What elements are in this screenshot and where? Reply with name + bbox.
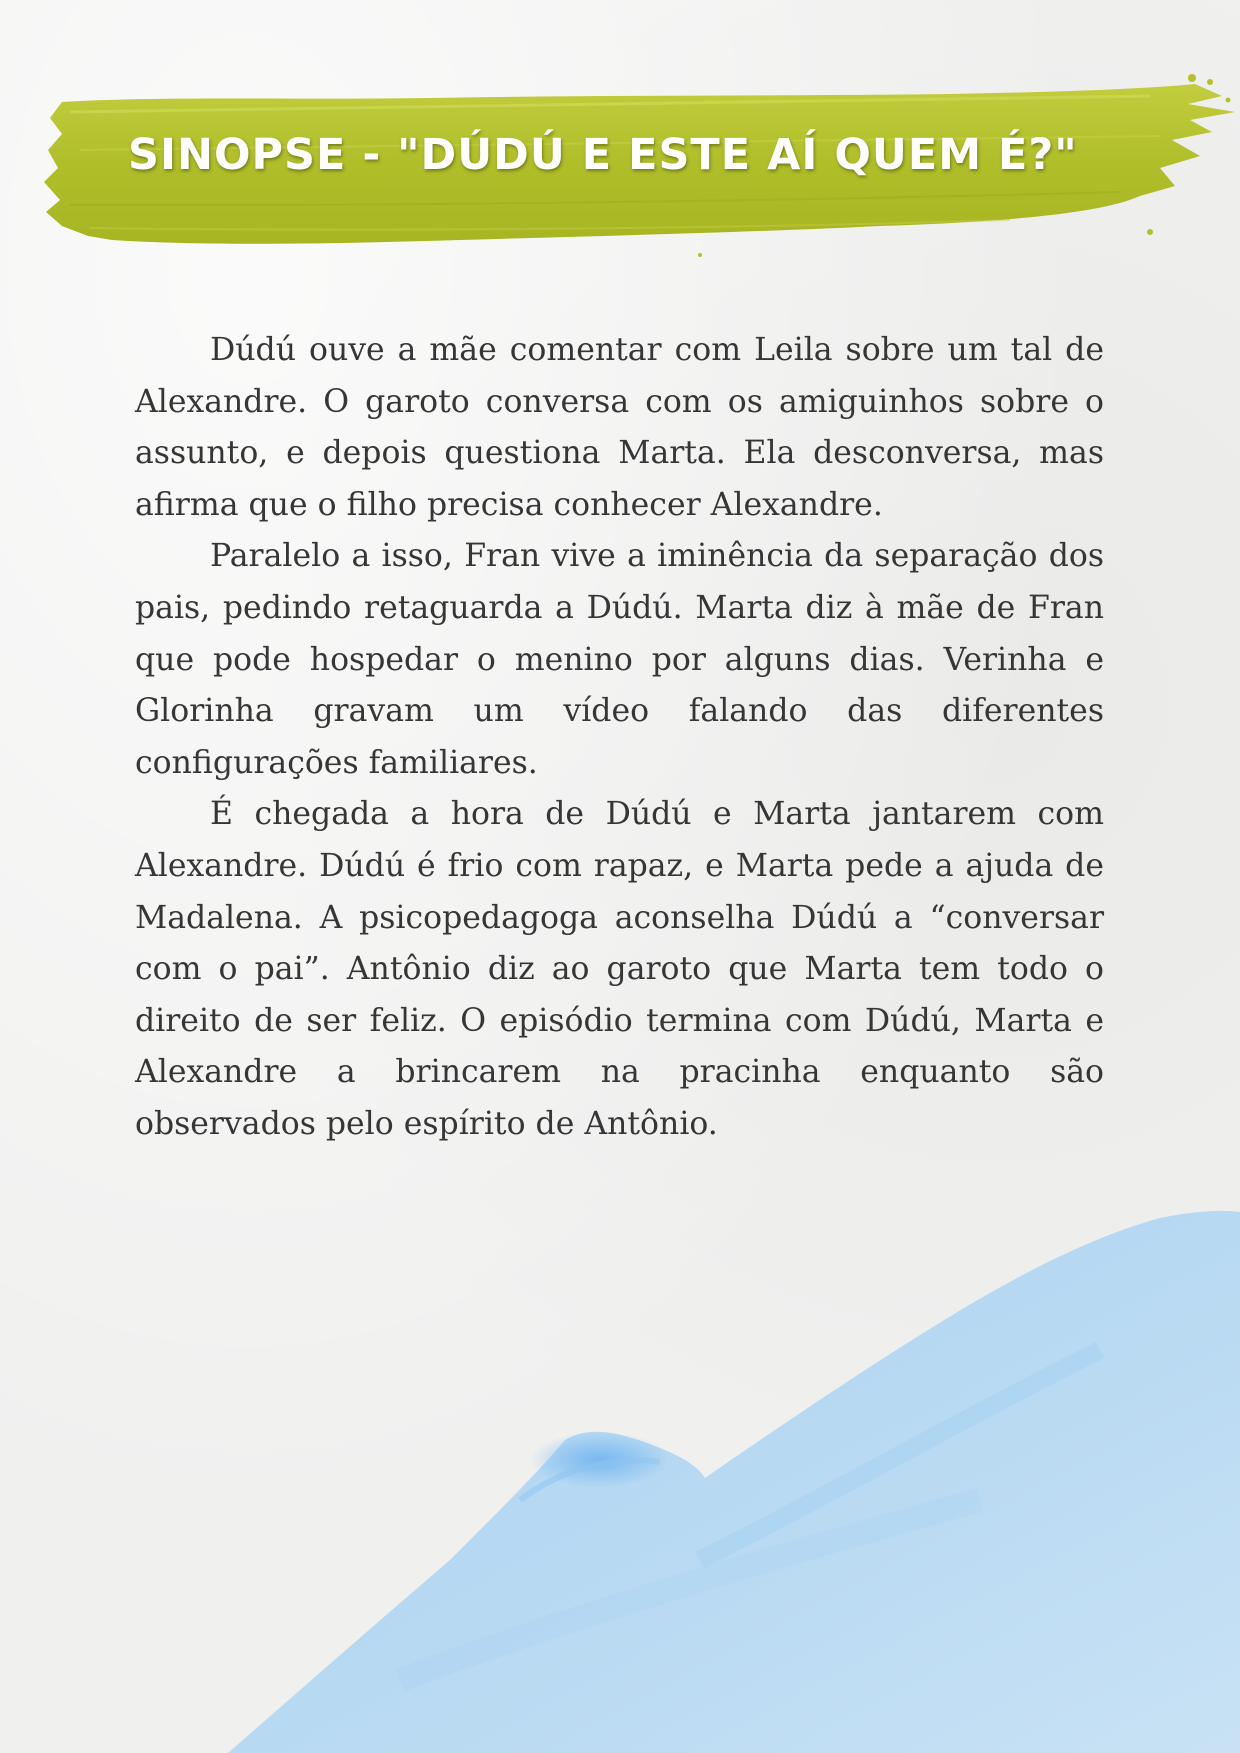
page-title: SINOPSE - "DÚDÚ E ESTE AÍ QUEM É?" [128, 130, 1078, 180]
synopsis-text [135, 325, 1104, 1151]
watercolor-wash [0, 1180, 1240, 1753]
paragraph-1: Dúdú ouve a mãe comentar com Leila sobre um tal de Alexandre. O garoto conversa com os amiguinhos sobre o assunto, e depois questiona Marta. Ela desconversa, mas afirma que o filho precisa conhecer Alexandre. [135, 332, 1104, 523]
paragraph-2: Paralelo a isso, Fran vive a iminência da separação dos pais, pedindo retaguarda a Dúdú. Marta diz à mãe de Fran que pode hospedar o menino por alguns dias. Verinha e Glorinha gravam um vídeo falando das diferentes configurações familiares. [135, 538, 1104, 781]
paragraph-3: É chegada a hora de Dúdú e Marta jantarem com Alexandre. Dúdú é frio com rapaz, e Marta pede a ajuda de Madalena. A psicopedagoga aconselha Dúdú a “conversar com o pai”. Antônio diz ao garoto que Marta tem todo o direito de ser feliz. O episódio termina com Dúdú, Marta e Alexandre a brincarem na pracinha enquanto são observados pelo espírito de Antônio. [135, 796, 1104, 1142]
